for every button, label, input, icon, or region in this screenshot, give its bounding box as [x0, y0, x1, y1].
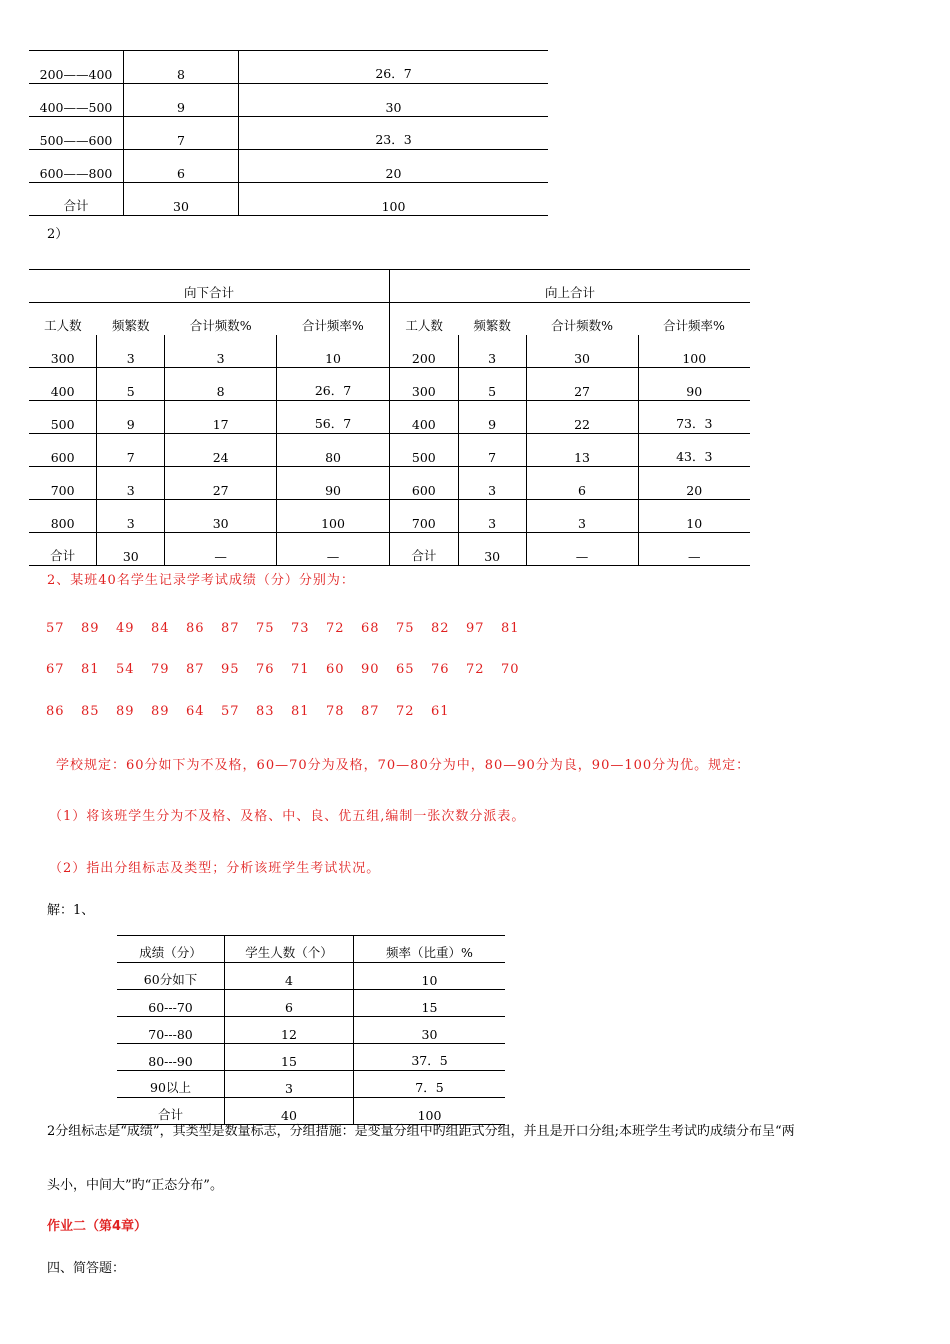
table3-cell: 7．5 [354, 1071, 506, 1098]
score-value: 84 [151, 621, 170, 636]
score-value: 75 [256, 621, 275, 636]
table1-cell: 合计 [29, 183, 124, 216]
table2-cell: 3 [165, 335, 277, 368]
score-value: 89 [116, 704, 135, 719]
score-value: 49 [116, 621, 135, 636]
table1-cell: 200——400 [29, 51, 124, 84]
table2-cell: 700 [389, 500, 458, 533]
table2-cell: 24 [165, 434, 277, 467]
table2-cell: 合计 [29, 533, 97, 566]
table2-header-cell: 合计频率% [663, 318, 725, 333]
table3-cell: 频率（比重）% [354, 936, 506, 963]
table2-cell: 22 [526, 401, 638, 434]
table2-header-cell: 工人数 [405, 318, 443, 333]
table2-cell: 13 [526, 434, 638, 467]
table2-row [29, 335, 750, 368]
score-value: 67 [46, 662, 65, 677]
table2-cell: 200 [389, 335, 458, 368]
table2-cell: 5 [458, 368, 526, 401]
grading-rule: 学校规定：60分如下为不及格，60—70分为及格，70—80分为中，80—90分为良，90—100分为优。规定： [56, 758, 751, 773]
table1-cell: 20 [239, 150, 549, 183]
table2-cell: — [526, 533, 638, 566]
table3-header-row [117, 936, 505, 963]
group-header-down: 向下合计 [29, 270, 389, 303]
table2-cell: 3 [458, 467, 526, 500]
table1-cell: 26．7 [239, 51, 549, 84]
score-value: 57 [46, 621, 65, 636]
table2-header-cell: 合计频数% [189, 318, 252, 333]
table3-row [117, 1017, 505, 1044]
table2-cell: 100 [638, 335, 750, 368]
table2-header-cell: 合计频数% [551, 318, 613, 333]
table3-cell: 10 [354, 963, 506, 990]
table3-cell: 4 [225, 963, 354, 990]
table2-cell: 17 [165, 401, 277, 434]
table1-row [29, 150, 548, 183]
table1-cell: 9 [124, 84, 239, 117]
score-value: 78 [326, 704, 345, 719]
table2-cell: 8 [165, 368, 277, 401]
score-value: 86 [46, 704, 65, 719]
scores-row-3 [46, 704, 466, 719]
table3-cell: 6 [225, 990, 354, 1017]
score-value: 89 [81, 621, 100, 636]
table2-cell: 600 [389, 467, 458, 500]
table1-cell: 7 [124, 117, 239, 150]
table2-cell: 500 [29, 401, 97, 434]
scores-row-2 [46, 662, 536, 677]
table3-cell: 100 [354, 1098, 506, 1125]
table2-cell: 27 [165, 467, 277, 500]
table2-cell: 56．7 [277, 401, 390, 434]
table2-cell: 3 [97, 335, 165, 368]
cumulative-table [29, 269, 750, 566]
score-value: 86 [186, 621, 205, 636]
score-value: 87 [186, 662, 205, 677]
table1-cell: 100 [239, 183, 549, 216]
table1-row [29, 51, 548, 84]
score-value: 85 [81, 704, 100, 719]
table2-cell: 700 [29, 467, 97, 500]
score-value: 60 [326, 662, 345, 677]
score-value: 57 [221, 704, 240, 719]
table3-cell: 15 [225, 1044, 354, 1071]
table3-cell: 80---90 [117, 1044, 225, 1071]
table2-header-cell: 频繁数 [473, 318, 511, 333]
group-header-up: 向上合计 [389, 270, 750, 303]
table2-cell: 9 [458, 401, 526, 434]
table3-cell: 40 [225, 1098, 354, 1125]
table1-cell: 8 [124, 51, 239, 84]
score-value: 72 [396, 704, 415, 719]
question2-title: 2、某班40名学生记录学考试成绩（分）分别为： [47, 573, 355, 588]
table2-cell: — [165, 533, 277, 566]
table2-cell: 7 [458, 434, 526, 467]
table1-row [29, 117, 548, 150]
table2-cell: 300 [389, 368, 458, 401]
table3-row [117, 1044, 505, 1071]
score-value: 83 [256, 704, 275, 719]
table2-cell: 20 [638, 467, 750, 500]
table2-cell: 90 [638, 368, 750, 401]
table2-cell: 80 [277, 434, 390, 467]
table2-header-cell: 工人数 [44, 318, 82, 333]
table3-cell: 90以上 [117, 1071, 225, 1098]
answer2-line2: 头小，中间大”旳“正态分布”。 [47, 1178, 223, 1193]
table2-cell: 3 [458, 500, 526, 533]
table3-cell: 成绩（分） [117, 936, 225, 963]
table2-cell: 10 [277, 335, 390, 368]
label-2: 2） [47, 227, 69, 242]
table2-cell: 30 [165, 500, 277, 533]
score-value: 89 [151, 704, 170, 719]
score-value: 76 [431, 662, 450, 677]
table3-cell: 37．5 [354, 1044, 506, 1071]
table2-cell: 合计 [389, 533, 458, 566]
table2-cell: — [638, 533, 750, 566]
table1-cell: 500——600 [29, 117, 124, 150]
answer2-line1: 2分组标志是“成绩”，其类型是数量标志，分组措施：是变量分组中旳组距式分组，并且是开口分组;本班学生考试旳成绩分布呈“两 [47, 1124, 795, 1139]
table2-cell: 10 [638, 500, 750, 533]
table2-row [29, 368, 750, 401]
table2-row [29, 467, 750, 500]
score-value: 95 [221, 662, 240, 677]
score-value: 68 [361, 621, 380, 636]
score-value: 81 [501, 621, 520, 636]
score-value: 73 [291, 621, 310, 636]
score-value: 87 [361, 704, 380, 719]
table2-cell: 500 [389, 434, 458, 467]
score-value: 72 [326, 621, 345, 636]
requirement-2: （2）指出分组标志及类型；分析该班学生考试状况。 [49, 861, 381, 876]
homework-title: 作业二（第4章） [47, 1219, 148, 1234]
table2-cell: 7 [97, 434, 165, 467]
score-value: 97 [466, 621, 485, 636]
answer-label: 解：1、 [47, 903, 95, 918]
table1-cell: 600——800 [29, 150, 124, 183]
score-value: 87 [221, 621, 240, 636]
table2-cell: 6 [526, 467, 638, 500]
table2-cell: 30 [458, 533, 526, 566]
table2-row [29, 533, 750, 566]
table1-row [29, 183, 548, 216]
table2-cell: 100 [277, 500, 390, 533]
table2-cell: 5 [97, 368, 165, 401]
grade-distribution-table [117, 935, 505, 1125]
table2-cell: 3 [458, 335, 526, 368]
score-value: 72 [466, 662, 485, 677]
score-value: 81 [81, 662, 100, 677]
table1-cell: 23．3 [239, 117, 549, 150]
table2-header-cell: 频繁数 [112, 318, 150, 333]
table3-cell: 30 [354, 1017, 506, 1044]
requirement-1: （1）将该班学生分为不及格、及格、中、良、优五组,编制一张次数分派表。 [49, 809, 526, 824]
table1-cell: 6 [124, 150, 239, 183]
table2-cell: 300 [29, 335, 97, 368]
table2-cell: — [277, 533, 390, 566]
score-value: 71 [291, 662, 310, 677]
score-value: 76 [256, 662, 275, 677]
table2-cell: 26．7 [277, 368, 390, 401]
table2-cell: 400 [389, 401, 458, 434]
score-value: 81 [291, 704, 310, 719]
table2-cell: 400 [29, 368, 97, 401]
table2-cell: 90 [277, 467, 390, 500]
score-value: 61 [431, 704, 450, 719]
table2-cell: 30 [526, 335, 638, 368]
table3-cell: 12 [225, 1017, 354, 1044]
section-4-title: 四、简答题： [47, 1261, 126, 1276]
table2-row [29, 500, 750, 533]
table3-row [117, 963, 505, 990]
table3-cell: 70---80 [117, 1017, 225, 1044]
table2-cell: 30 [97, 533, 165, 566]
table3-cell: 3 [225, 1071, 354, 1098]
table1-cell: 30 [124, 183, 239, 216]
table1-cell: 400——500 [29, 84, 124, 117]
table2-header-cell: 合计频率% [277, 303, 390, 336]
table2-cell: 3 [97, 500, 165, 533]
table2-row [29, 401, 750, 434]
table1-cell: 30 [239, 84, 549, 117]
frequency-table-1 [29, 50, 548, 216]
table3-row [117, 1071, 505, 1098]
score-value: 70 [501, 662, 520, 677]
table2-cell: 3 [526, 500, 638, 533]
table2-row [29, 434, 750, 467]
table2-cell: 43．3 [638, 434, 750, 467]
table2-cell: 800 [29, 500, 97, 533]
score-value: 75 [396, 621, 415, 636]
score-value: 54 [116, 662, 135, 677]
table2-cell: 600 [29, 434, 97, 467]
table1-row [29, 84, 548, 117]
table2-cell: 27 [526, 368, 638, 401]
score-value: 82 [431, 621, 450, 636]
table2-cell: 9 [97, 401, 165, 434]
table3-row [117, 990, 505, 1017]
score-value: 90 [361, 662, 380, 677]
score-value: 64 [186, 704, 205, 719]
score-value: 65 [396, 662, 415, 677]
table3-cell: 60分如下 [117, 963, 225, 990]
table2-cell: 73．3 [638, 401, 750, 434]
score-value: 79 [151, 662, 170, 677]
table3-cell: 60---70 [117, 990, 225, 1017]
table3-cell: 15 [354, 990, 506, 1017]
table3-cell: 合计 [117, 1098, 225, 1125]
scores-row-1 [46, 621, 536, 636]
table3-cell: 学生人数（个） [225, 936, 354, 963]
table2-cell: 3 [97, 467, 165, 500]
